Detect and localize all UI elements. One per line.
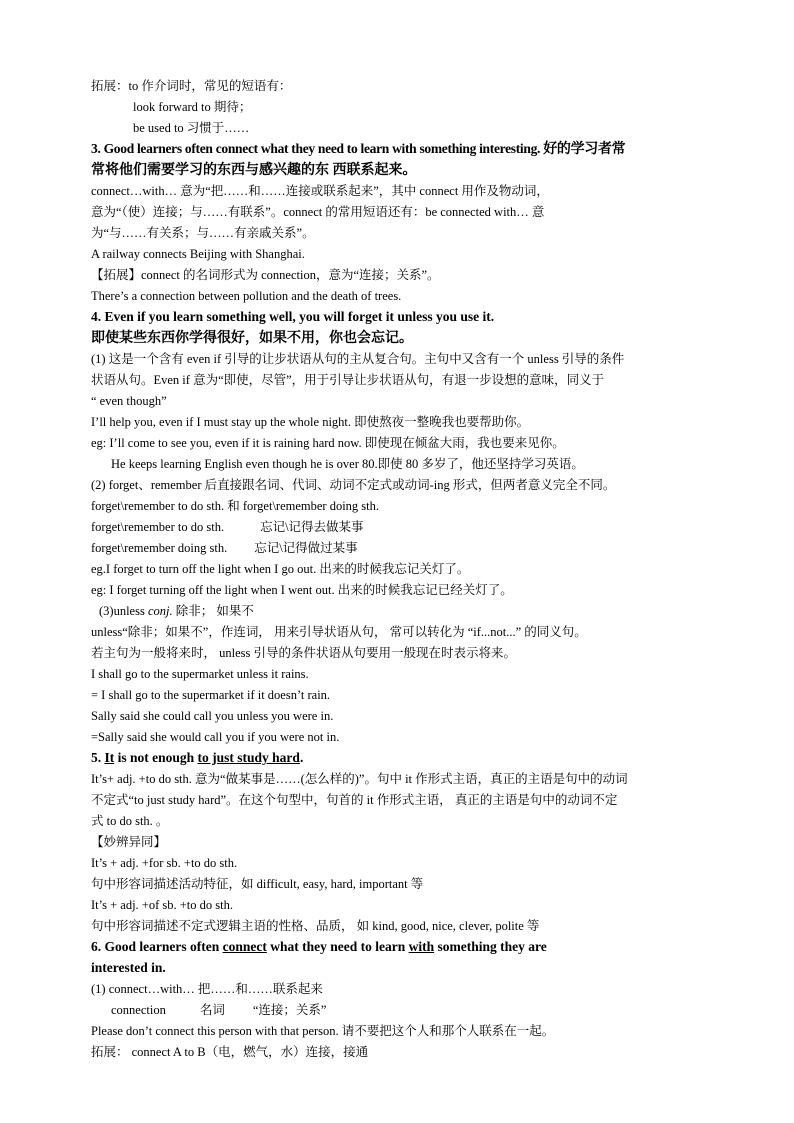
underlined-word: connect bbox=[222, 939, 267, 954]
pattern: It’s + adj. +for sb. +to do sth. bbox=[91, 856, 238, 870]
text-line: be used to 习惯于…… bbox=[133, 121, 250, 135]
section-3-heading-zh-a: 好的学习者常 bbox=[543, 142, 626, 157]
text-line: (1) connect…with… 把……和……联系起来 bbox=[91, 982, 323, 996]
heading-part: is not enough bbox=[114, 750, 198, 765]
section-3-heading-zh: 常将他们需要学习的东西与感兴趣的东 西联系起来。 bbox=[91, 163, 417, 178]
example-sentence: A railway connects Beijing with Shanghai. bbox=[91, 247, 305, 261]
heading-part: 5. bbox=[91, 750, 105, 765]
heading-part: . bbox=[299, 750, 304, 765]
text-line: 拓展： connect A to B（电，燃气，水）连接，接通 bbox=[91, 1045, 369, 1059]
example-sentence: He keeps learning English even though he is over 80.即使 80 多岁了，他还坚持学习英语。 bbox=[111, 457, 584, 471]
underlined-word: It bbox=[104, 750, 115, 765]
subheading: 【妙辨异同】 bbox=[91, 835, 167, 849]
text-line: 为“与……有关系；与……有亲戚关系”。 bbox=[91, 226, 315, 240]
phrase: forget\remember doing sth. bbox=[91, 541, 228, 555]
text-line: 句中形容词描述不定式逻辑主语的性格、品质， 如 kind, good, nice, clever, polite 等 bbox=[91, 919, 540, 933]
part-of-speech: conj. bbox=[147, 604, 173, 618]
phrase: connection bbox=[111, 1003, 166, 1017]
example-sentence: There’s a connection between pollution and the death of trees. bbox=[91, 289, 402, 303]
example-sentence: =Sally said she would call you if you were not in. bbox=[91, 730, 340, 744]
example-sentence: I’ll help you, even if I must stay up the whole night. 即使熬夜一整晚我也要帮助你。 bbox=[91, 415, 530, 429]
text-line bbox=[91, 517, 703, 538]
text-line: It’s+ adj. +to do sth. 意为“做某事是……(怎么样的)”。句中 it 作形式主语，真正的主语是句中的动词 bbox=[91, 772, 628, 786]
example-sentence: eg: I’ll come to see you, even if it is raining hard now. 即使现在倾盆大雨，我也要来见你。 bbox=[91, 436, 565, 450]
heading-part: what they need to learn bbox=[266, 939, 409, 954]
text-line bbox=[91, 538, 703, 559]
section-4-heading-en: 4. Even if you learn something well, you will forget it unless you use it. bbox=[91, 309, 495, 324]
text-line: 式 to do sth. 。 bbox=[91, 814, 169, 828]
phrase: forget\remember to do sth. bbox=[91, 520, 225, 534]
text-line: “ even though” bbox=[91, 394, 167, 408]
example-sentence: eg: I forget turning off the light when I went out. 出来的时候我忘记已经关灯了。 bbox=[91, 583, 513, 597]
section-6-heading bbox=[91, 937, 703, 958]
document-page bbox=[91, 76, 703, 1063]
text-line bbox=[91, 601, 703, 622]
text-line bbox=[91, 1000, 703, 1021]
part-of-speech: 名词 bbox=[199, 1003, 225, 1017]
phrase-meaning: “连接；关系” bbox=[252, 1003, 327, 1017]
section-5-heading bbox=[91, 748, 703, 769]
text-line: 不定式“to just study hard”。在这个句型中，句首的 it 作形式主语， 真正的主语是句中的动词不定 bbox=[91, 793, 618, 807]
text-line: (1) 这是一个含有 even if 引导的让步状语从句的主从复合句。主句中又含有一个 unless 引导的条件 bbox=[91, 352, 625, 366]
phrase-meaning: 忘记\记得去做某事 bbox=[260, 520, 364, 534]
underlined-phrase: to just study hard bbox=[197, 750, 300, 765]
phrase: (3)unless bbox=[99, 604, 148, 618]
underlined-word: with bbox=[408, 939, 435, 954]
example-sentence: Please don’t connect this person with that person. 请不要把这个人和那个人联系在一起。 bbox=[91, 1024, 555, 1038]
text-line: 【拓展】connect 的名词形式为 connection，意为“连接；关系”。 bbox=[91, 268, 440, 282]
section-4-heading-zh: 即使某些东西你学得很好，如果不用，你也会忘记。 bbox=[91, 331, 413, 346]
text-line: (2) forget、remember 后直接跟名词、代词、动词不定式或动词-ing 形式，但两者意义完全不同。 bbox=[91, 478, 616, 492]
heading-part: 6. Good learners often bbox=[91, 939, 223, 954]
example-sentence: I shall go to the supermarket unless it rains. bbox=[91, 667, 309, 681]
text-line: unless“除非；如果不”，作连词， 用来引导状语从句， 常可以转化为 “if...not...” 的同义句。 bbox=[91, 625, 587, 639]
phrase-meaning: 除非； 如果不 bbox=[172, 604, 254, 618]
text-line: 状语从句。Even if 意为“即使，尽管”，用于引导让步状语从句，有退一步设想的意味，同义于 bbox=[91, 373, 605, 387]
example-sentence: eg.I forget to turn off the light when I go out. 出来的时候我忘记关灯了。 bbox=[91, 562, 470, 576]
text-line: look forward to 期待； bbox=[133, 100, 252, 114]
text-line: 句中形容词描述活动特征，如 difficult, easy, hard, important 等 bbox=[91, 877, 424, 891]
section-3-heading-en: 3. Good learners often connect what they need to learn with something interesting. bbox=[91, 141, 541, 156]
section-3-heading bbox=[91, 139, 703, 160]
section-6-heading-cont: interested in. bbox=[91, 960, 166, 975]
example-sentence: Sally said she could call you unless you were in. bbox=[91, 709, 334, 723]
text-line: forget\remember to do sth. 和 forget\remember doing sth. bbox=[91, 499, 380, 513]
phrase-meaning: 忘记\记得做过某事 bbox=[254, 541, 358, 555]
text-line: 若主句为一般将来时， unless 引导的条件状语从句要用一般现在时表示将来。 bbox=[91, 646, 517, 660]
text-line: 拓展：to 作介词时，常见的短语有： bbox=[91, 79, 292, 93]
text-line: connect…with… 意为“把……和……连接或联系起来”，其中 connect 用作及物动词， bbox=[91, 184, 549, 198]
pattern: It’s + adj. +of sb. +to do sth. bbox=[91, 898, 233, 912]
heading-part: something they are bbox=[434, 939, 547, 954]
example-sentence: = I shall go to the supermarket if it doesn’t rain. bbox=[91, 688, 331, 702]
text-line: 意为“（使）连接；与……有联系”。connect 的常用短语还有：be connected with… 意 bbox=[91, 205, 545, 219]
